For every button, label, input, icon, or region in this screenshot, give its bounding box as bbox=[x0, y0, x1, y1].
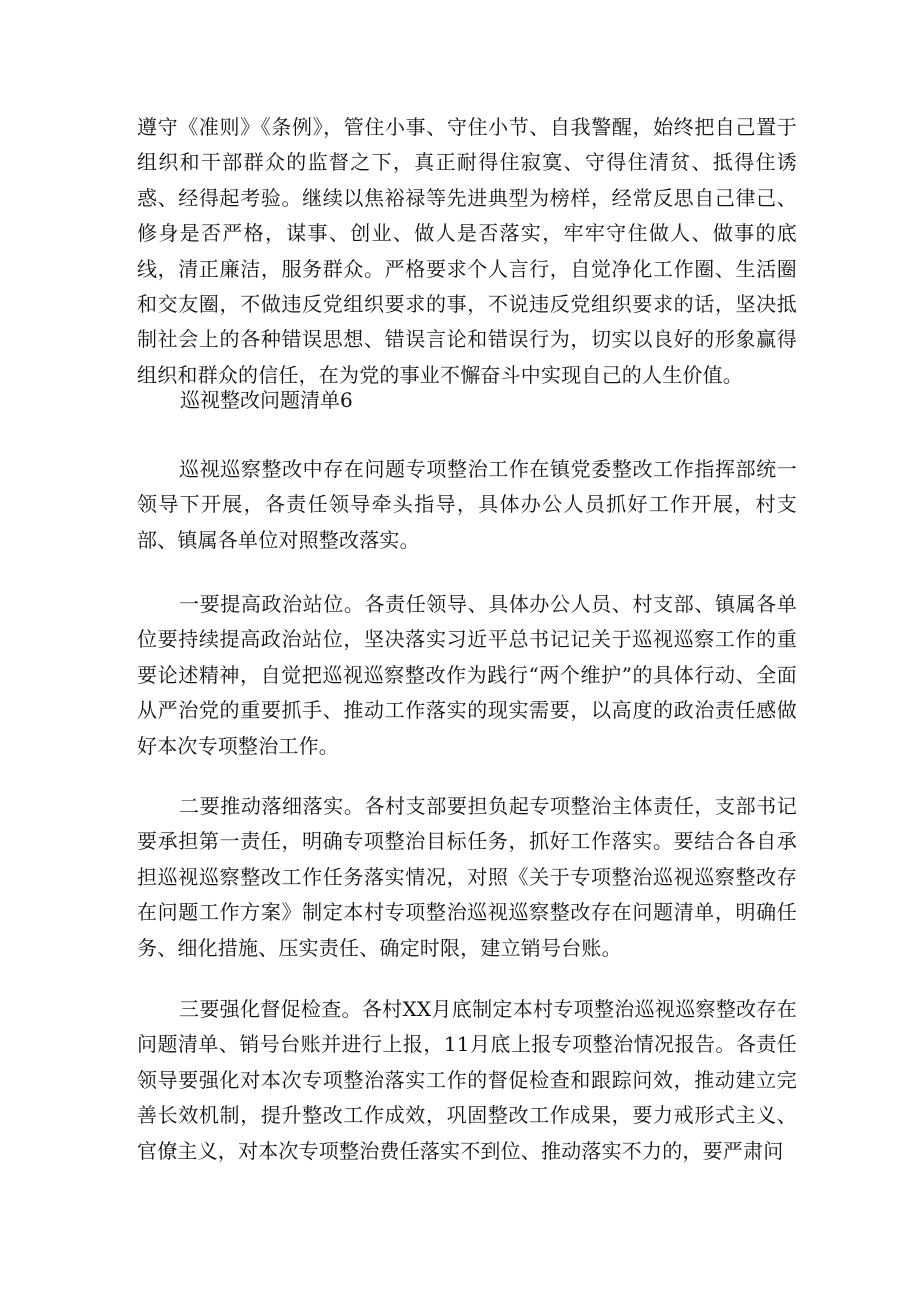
paragraph-intro: 巡视巡察整改中存在问题专项整治工作在镇党委整改工作指挥部统一领导下开展，各责任领导牵头指导，具体办公人员抓好工作开展，村支部、镇属各单位对照整改落实。 bbox=[137, 457, 797, 552]
section-title: 巡视整改问题清单6 bbox=[180, 388, 353, 412]
paragraph-point-two: 二要推动落细落实。各村支部要担负起专项整治主体责任，支部书记要承担第一责任，明确专项整治目标任务，抓好工作落实。要结合各自承担巡视巡察整改工作任务落实情况，对照《关于专项整治巡视巡察整改存在问题工作方案》制定本村专项整治巡视巡察整改存在问题清单，明确任务、细化措施、压实责任、确定时限，建立销号台账。 bbox=[137, 794, 797, 960]
paragraph-point-three: 三要强化督促检查。各村XX月底制定本村专项整治巡视巡察整改存在问题清单、销号台账并进行上报，11月底上报专项整治情况报告。各责任领导要强化对本次专项整治落实工作的督促检查和跟踪问效，推动建立完善长效机制，提升整改工作成效，巩固整改工作成果，要力戒形式主义、官僚主义，对本次专项整治费任落实不到位、推动落实不力的，要严肃问 bbox=[137, 997, 797, 1163]
paragraph-point-one: 一要提高政治站位。各责任领导、具体办公人员、村支部、镇属各单位要持续提高政治站位，坚决落实习近平总书记记关于巡视巡察工作的重要论述精神，自觉把巡视巡察整改作为践行“两个维护”的具体行动、全面从严治党的重要抓手、推动工作落实的现实需要，以高度的政治责任感做好本次专项整治工作。 bbox=[137, 592, 797, 758]
paragraph-continued: 遵守《准则》《条例》，管住小事、守住小节、自我警醒，始终把自己置于组织和干部群众的监督之下，真正耐得住寂寞、守得住清贫、抵得住诱惑、经得起考验。继续以焦裕禄等先进典型为榜样，经常反思自己律己、修身是否严格，谋事、创业、做人是否落实，牢牢守住做人、做事的底线，清正廉洁，服务群众。严格要求个人言行，自觉净化工作圈、生活圈和交友圈，不做违反党组织要求的事，不说违反党组织要求的话，坚决抵制社会上的各种错误思想、错误言论和错误行为，切实以良好的形象赢得组织和群众的信任，在为党的事业不懈奋斗中实现自己的人生价值。 bbox=[137, 115, 797, 387]
